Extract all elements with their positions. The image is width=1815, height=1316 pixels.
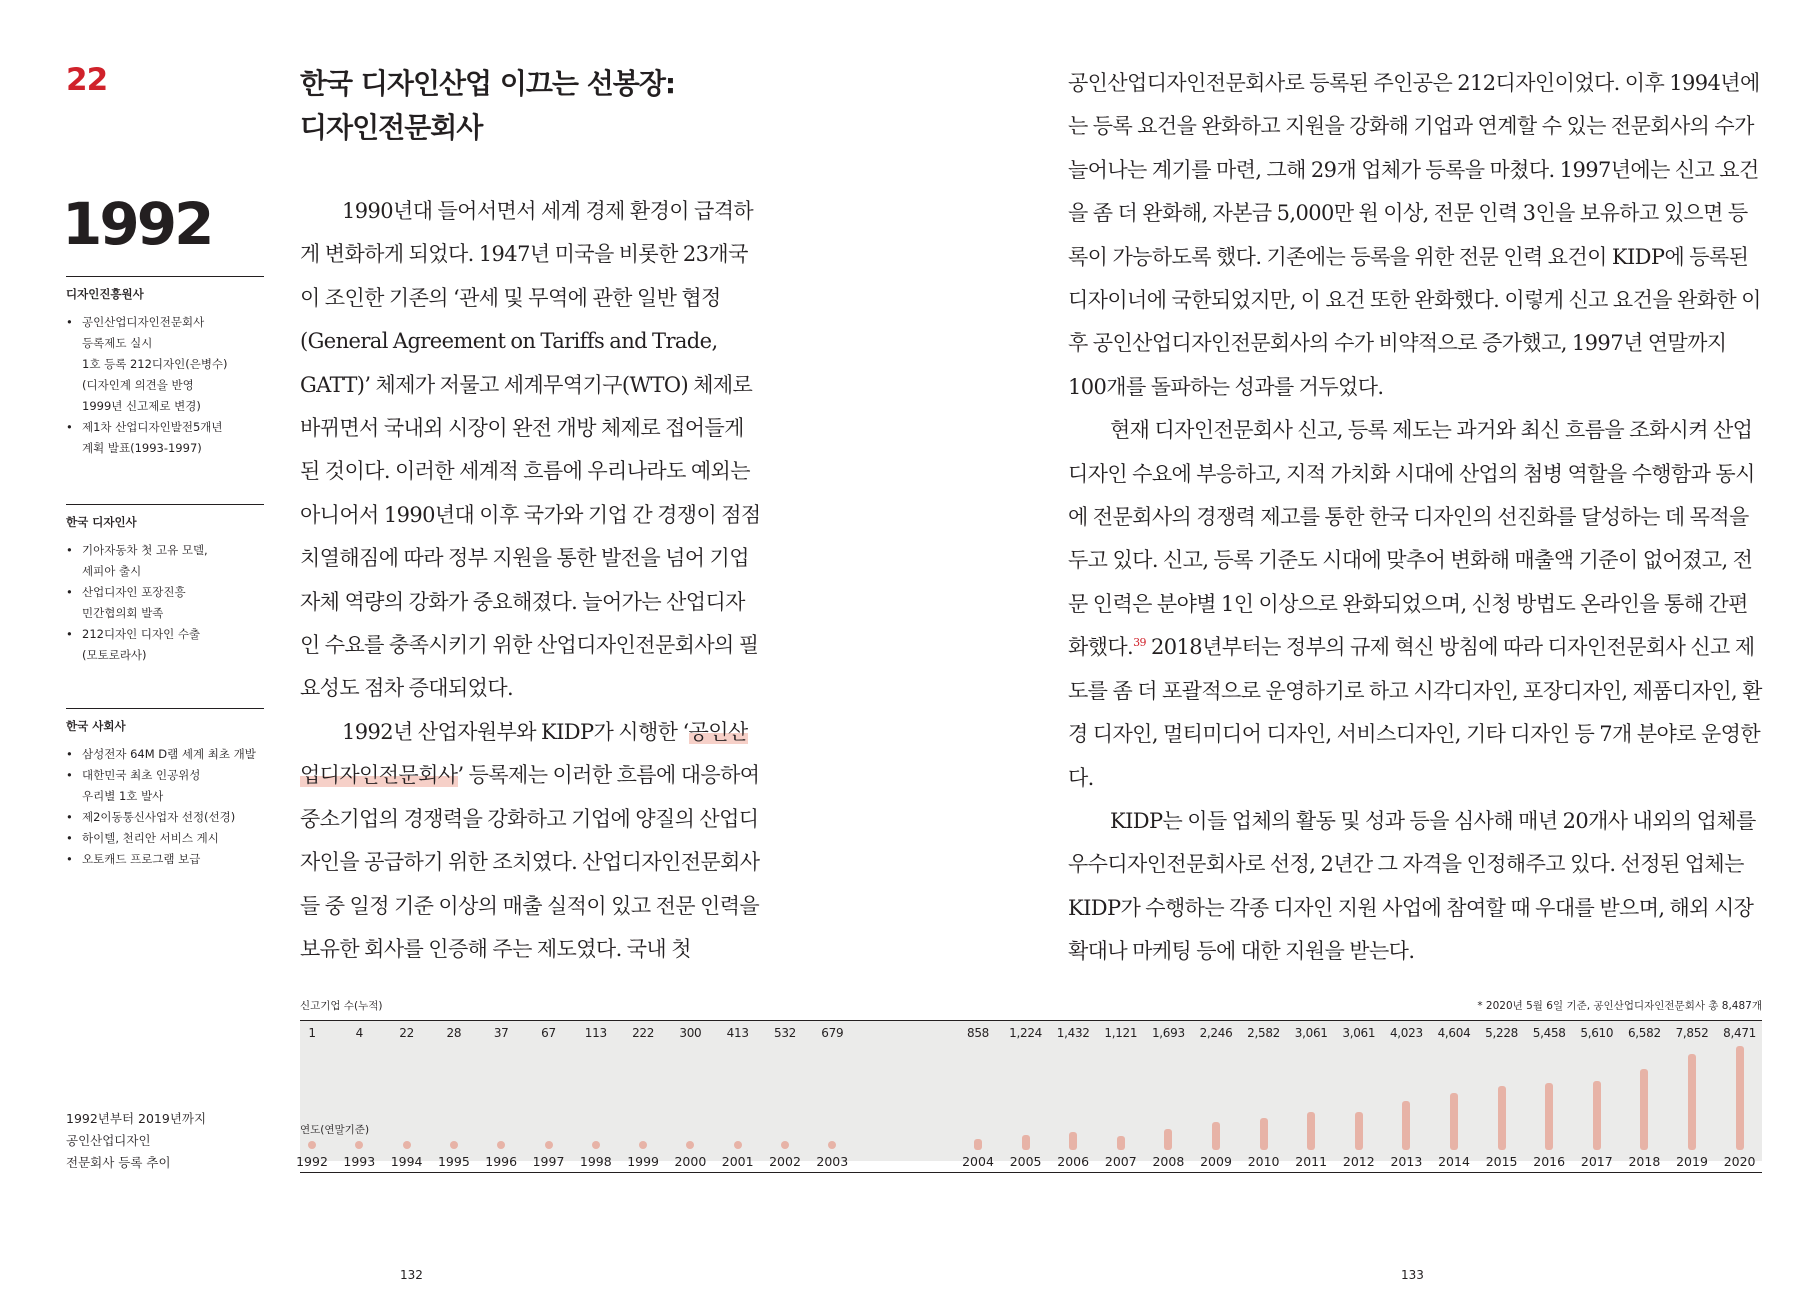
sidebar-list-item [66,417,264,459]
sidebar-item-line: 산업디자인 포장진흥 [82,585,186,599]
chart-year-label: 1995 [437,1154,470,1169]
sidebar-list-item [66,744,264,765]
chart-bar [1164,1129,1172,1150]
chart-year-label: 1999 [627,1154,659,1169]
sidebar-item-line: 오토캐드 프로그램 보급 [82,852,201,866]
bullet-icon: • [66,585,73,599]
chart-note: * 2020년 5월 6일 기준, 공인산업디자인전문회사 총 8,487개 [1477,1000,1762,1012]
chart-year-label: 2010 [1247,1154,1280,1169]
bullet-icon: • [66,768,73,782]
chart-year-label: 2013 [1390,1154,1423,1169]
bullet-icon: • [66,810,73,824]
caption-line: 전문회사 등록 추이 [66,1155,171,1170]
chart-xlabel: 연도(연말기준) [300,1124,370,1136]
sidebar-item-line: 우리별 1호 발사 [82,789,164,803]
chart-dot [355,1141,363,1149]
bullet-icon: • [66,627,73,641]
sidebar-list [66,312,264,459]
sidebar-item-line: 1999년 신고제로 변경) [82,399,201,413]
sidebar-list [66,744,264,870]
sidebar-section [66,708,264,870]
chart-value-label: 4,023 [1389,1026,1423,1040]
sidebar-section-heading: 한국 사회사 [66,719,126,733]
body-paragraph: KIDP는 이들 업체의 활동 및 성과 등을 심사해 매년 20개사 내외의 업체를 우수디자인전문회사로 선정, 2년간 그 자격을 인정해주고 있다. 선정된 업체는 KIDP가 수행하는 각종 디자인 지원 사업에 참여할 때 우대를 받으며, 해외 시장 확대나 마케팅 등에 대한 지원을 받는다. [1068,808,1756,964]
sidebar-section [66,276,264,459]
chart-bar [1307,1112,1315,1150]
chart-dot [403,1141,411,1149]
chart-value-label: 3,061 [1342,1026,1376,1040]
sidebar-list-item [66,765,264,807]
chart-value-label: 22 [399,1026,414,1040]
chart-bar [1212,1122,1220,1150]
chart-year-label: 2020 [1723,1154,1756,1169]
chart-year-label: 2011 [1295,1154,1328,1169]
chart-value-label: 300 [679,1026,702,1040]
bullet-icon: • [66,420,73,434]
chart-dot [686,1141,694,1149]
sidebar-item-line: 계획 발표(1993-1997) [82,441,202,455]
chart-year-label: 1992 [296,1154,328,1169]
sidebar-list-item [66,849,264,870]
chart-value-label: 5,228 [1485,1026,1519,1040]
chart-year-label: 1998 [579,1154,612,1169]
chart-value-label: 8,471 [1723,1026,1757,1040]
caption-line: 공인산업디자인 [66,1133,151,1148]
chart-dot [781,1141,789,1149]
chart-year-label: 2003 [816,1154,849,1169]
chart-value-label: 858 [966,1026,990,1040]
chart-value-label: 5,610 [1580,1026,1614,1040]
chart-bar [1688,1054,1696,1150]
bullet-icon: • [66,852,73,866]
chart-value-label: 222 [632,1026,655,1040]
body-text: ’ 등록제는 이러한 흐름에 대응하여 중소기업의 경쟁력을 강화하고 기업에 양질의 산업디자인을 공급하기 위한 조치였다. 산업디자인전문회사들 중 일정 기준 이상의 매출 실적이 있고 전문 인력을 보유한 회사를 인증해 주는 제도였다. 국내 첫 [300,763,760,961]
chart-bar [1402,1101,1410,1150]
chart-bar [974,1139,982,1150]
chart-year-label: 2012 [1342,1154,1375,1169]
chart-year-label: 2000 [674,1154,707,1169]
chart-bar [1640,1069,1648,1150]
chart-bar [1355,1112,1363,1150]
chart-year-label: 2006 [1057,1154,1090,1169]
sidebar-section [66,504,264,666]
sidebar-list [66,540,264,666]
chart-year-label: 2009 [1200,1154,1232,1169]
chart-bar [1450,1093,1458,1150]
chart-value-label: 679 [821,1026,844,1040]
footnote-marker: 39 [1133,636,1146,650]
highlighted-term: 공인산업디자인전문회사 [300,719,748,788]
page-number-right: 133 [1401,1268,1424,1282]
chapter-number: 22 [66,62,108,98]
chart-value-label: 113 [584,1026,607,1040]
sidebar-item-line: 삼성전자 64M D램 세계 최초 개발 [82,747,256,761]
chart-year-label: 2005 [1009,1154,1042,1169]
chart-value-label: 1,693 [1151,1026,1185,1040]
chart-value-label: 1,432 [1056,1026,1090,1040]
chart-value-label: 1,121 [1104,1026,1138,1040]
body-paragraph: 공인산업디자인전문회사로 등록된 주인공은 212디자인이었다. 이후 1994년에는 등록 요건을 완화하고 지원을 강화해 기업과 연계할 수 있는 전문회사의 수가 늘어나는 계기를 마련, 그해 29개 업체가 등록을 마쳤다. 1997년에는 신고 요건을 좀 더 완화해, 자본금 5,000만 원 이상, 전문 인력 3인을 보유하고 있으면 등록이 가능하도록 했다. 기존에는 등록을 위한 전문 인력 요건이 KIDP에 등록된 디자이너에 국한되었지만, 이 요건 또한 완화했다. 이렇게 신고 요건을 완화한 이후 공인산업디자인전문회사의 수가 비약적으로 증가했고, 1997년 연말까지 100개를 돌파하는 성과를 거두었다. [1068,71,1761,399]
body-paragraph: 1990년대 들어서면서 세계 경제 환경이 급격하게 변화하게 되었다. 1947년 미국을 비롯한 23개국이 조인한 기존의 ‘관세 및 무역에 관한 일반 협정(General Agreement on Tariffs and Trade, GATT)’ 체제가 저물고 세계무역기구(WTO) 체제로 바뀌면서 국내외 시장이 완전 개방 체제로 접어들게 된 것이다. 이러한 세계적 흐름에 우리나라도 예외는 아니어서 1990년대 이후 국가와 기업 간 경쟁이 점점 치열해짐에 따라 정부 지원을 통한 발전을 넘어 기업 자체 역량의 강화가 중요해졌다. 늘어가는 산업디자인 수요를 충족시키기 위한 산업디자인전문회사의 필요성도 점차 증대되었다. [300,199,761,701]
chart-year-label: 2014 [1438,1154,1470,1169]
chart-dot [545,1141,553,1149]
chart-year-label: 2019 [1676,1154,1708,1169]
chart-year-label: 2018 [1628,1154,1661,1169]
sidebar-section-heading: 디자인진흥원사 [66,287,144,301]
chart-value-label: 6,582 [1627,1026,1661,1040]
sidebar-item-line: 212디자인 디자인 수출 [82,627,201,641]
bullet-icon: • [66,831,73,845]
chart-bar [1022,1135,1030,1150]
chart-year-label: 2017 [1580,1154,1613,1169]
sidebar-item-line: 1호 등록 212디자인(은병수) [82,357,228,371]
bullet-icon: • [66,747,73,761]
chart-year-label: 2004 [962,1154,994,1169]
sidebar-list-item [66,312,264,417]
chart-year-label: 1996 [485,1154,518,1169]
title-line-2: 디자인전문회사 [300,111,483,144]
chart-dot [450,1141,458,1149]
chart-bar [1260,1118,1268,1150]
sidebar-list-item [66,807,264,828]
sidebar-item-line: 대한민국 최초 인공위성 [82,768,201,782]
chart-bar [1498,1086,1506,1150]
chart-year-label: 1997 [532,1154,565,1169]
figure-caption [66,1108,206,1174]
chart-dot [734,1141,742,1149]
bullet-icon: • [66,315,73,329]
chart-year-label: 1994 [390,1154,423,1169]
sidebar-list-item [66,540,264,582]
sidebar-item-line: (디자인계 의견을 반영 [82,378,194,392]
sidebar-item-line: 세피아 출시 [82,564,142,578]
body-text: 2018년부터는 정부의 규제 혁신 방침에 따라 디자인전문회사 신고 제도를 좀 더 포괄적으로 운영하기로 하고 시각디자인, 포장디자인, 제품디자인, 환경 디자인, 멀티미디어 디자인, 서비스디자인, 기타 디자인 등 7개 분야로 운영한다. [1068,635,1762,790]
caption-line: 1992년부터 2019년까지 [66,1111,207,1126]
chart-dot [639,1141,647,1149]
chart-value-label: 28 [446,1026,462,1040]
chart-dot [497,1141,505,1149]
body-left-column [300,190,762,971]
chart-year-label: 2001 [721,1154,754,1169]
sidebar-list-item [66,828,264,849]
chart-year-label: 2002 [769,1154,801,1169]
chart-value-label: 37 [493,1026,509,1040]
page-title [300,62,675,150]
chart-bar [1117,1136,1125,1150]
sidebar-list-item [66,582,264,624]
chart-value-label: 4,604 [1437,1026,1471,1040]
chart-year-label: 2016 [1533,1154,1566,1169]
sidebar-item-line: 제1차 산업디자인발전5개년 [82,420,223,434]
body-paragraph [300,711,762,971]
sidebar-item-line: 등록제도 실시 [82,336,153,350]
sidebar-item-line: 민간협의회 발족 [82,606,164,620]
chart-axis-line [300,1172,1762,1173]
chart-bar [1069,1132,1077,1150]
year-heading: 1992 [62,190,212,258]
chart-year-label: 2007 [1104,1154,1137,1169]
chart-dot [828,1141,836,1149]
chart-value-label: 1,224 [1009,1026,1043,1040]
chart-bar [1593,1081,1601,1150]
chart-value-label: 5,458 [1532,1026,1566,1040]
sidebar-item-line: 공인산업디자인전문회사 [82,315,205,329]
page-number-left: 132 [400,1268,423,1282]
sidebar-list-item [66,624,264,666]
sidebar-section-heading: 한국 디자인사 [66,515,137,529]
chart-value-label: 3,061 [1294,1026,1328,1040]
sidebar-item-line: 하이텔, 천리안 서비스 게시 [82,831,219,845]
chart-value-label: 2,582 [1247,1026,1281,1040]
chart-value-label: 532 [773,1026,797,1040]
sidebar-item-line: (모토로라사) [82,648,147,662]
bullet-icon: • [66,543,73,557]
chart-dot [592,1141,600,1149]
chart-dot [308,1141,316,1149]
sidebar-item-line: 기아자동차 첫 고유 모델, [82,543,208,557]
chart-value-label: 1 [308,1026,316,1040]
body-text: 현재 디자인전문회사 신고, 등록 제도는 과거와 최신 흐름을 조화시켜 산업디자인 수요에 부응하고, 지적 가치화 시대에 산업의 첨병 역할을 수행함과 동시에 전문회사의 경쟁력 제고를 통한 한국 디자인의 선진화를 달성하는 데 목적을 두고 있다. 신고, 등록 기준도 시대에 맞추어 변화해 매출액 기준이 없어졌고, 전문 인력은 분야별 1인 이상으로 완화되었으며, 신청 방법도 온라인을 통해 간편화했다. [1068,418,1755,660]
chart-year-label: 2008 [1152,1154,1185,1169]
chart-value-label: 413 [726,1026,749,1040]
body-right-column [1068,62,1762,974]
chart-value-label: 4 [355,1026,363,1040]
chart-value-label: 7,852 [1675,1026,1709,1040]
chart-bar [1736,1046,1744,1150]
chart-year-label: 1993 [343,1154,376,1169]
chart-value-label: 2,246 [1199,1026,1233,1040]
chart-bar [1545,1083,1553,1150]
title-line-1: 한국 디자인산업 이끄는 선봉장: [300,67,676,100]
chart-year-label: 2015 [1485,1154,1518,1169]
body-paragraph [1068,409,1762,800]
body-text: 1992년 산업자원부와 KIDP가 시행한 ‘ [342,719,689,744]
sidebar-item-line: 제2이동통신사업자 선정(선경) [82,810,236,824]
chart-area [300,1020,1762,1161]
chart-ylabel: 신고기업 수(누적) [300,1000,383,1012]
chart-value-label: 67 [541,1026,556,1040]
